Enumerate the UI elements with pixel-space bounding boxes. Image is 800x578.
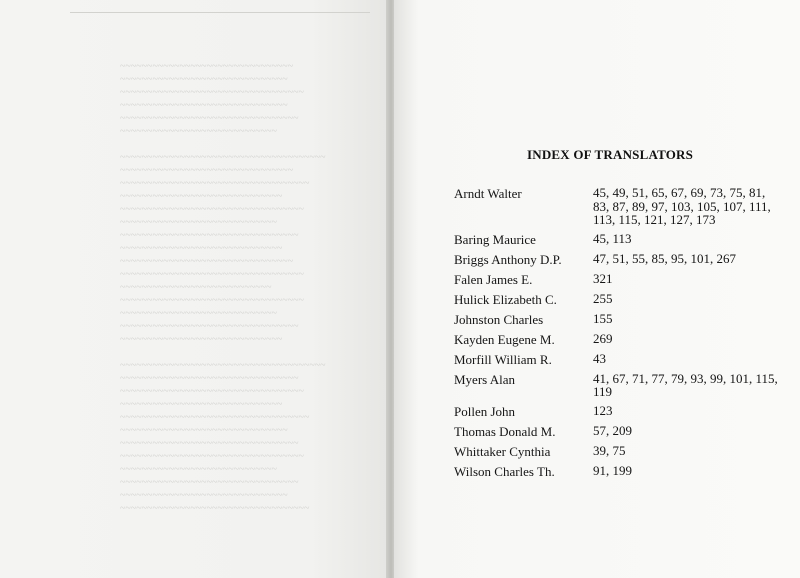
index-entry [454,252,784,267]
bleed-through-text: ~~~~~~~~~~~~~~~~~~~~~~~~~~~~~~~~ ~~~~~~~~~~~~~~~~~~~~~~~~~~~~~~~ ~~~~~~~~~~~~~~~~~~~~~~~~~~~~~~~~~~ ~~~~~~~~~~~~~~~~~~~~~~~~~~~~~~~ ~~~~~~~~~~~~~~~~~~~~~~~~~~~~~~~~~ ~~~~~~~~~~~~~~~~~~~~~~~~~~~~~ ~~~~~~~~~~~~~~~~~~~~~~~~~~~~~~~~~~~~~~ ~~~~~~~~~~~~~~~~~~~~~~~~~~~~~~~~ ~~~~~~~~~~~~~~~~~~~~~~~~~~~~~~~~~~~ ~~~~~~~~~~~~~~~~~~~~~~~~~~~~~~ ~~~~~~~~~~~~~~~~~~~~~~~~~~~~~~~~~~ ~~~~~~~~~~~~~~~~~~~~~~~~~~~~~ ~~~~~~~~~~~~~~~~~~~~~~~~~~~~~~~~~ ~~~~~~~~~~~~~~~~~~~~~~~~~~~~~~ ~~~~~~~~~~~~~~~~~~~~~~~~~~~~~~~~ ~~~~~~~~~~~~~~~~~~~~~~~~~~~~~~~~~~ ~~~~~~~~~~~~~~~~~~~~~~~~~~~~ ~~~~~~~~~~~~~~~~~~~~~~~~~~~~~~~~~~ ~~~~~~~~~~~~~~~~~~~~~~~~~~~~~ ~~~~~~~~~~~~~~~~~~~~~~~~~~~~~~~~~ ~~~~~~~~~~~~~~~~~~~~~~~~~~~~~~ ~~~~~~~~~~~~~~~~~~~~~~~~~~~~~~~~~~~~~~ ~~~~~~~~~~~~~~~~~~~~~~~~~~~~~~~~~ ~~~~~~~~~~~~~~~~~~~~~~~~~~~~~~~~~~ ~~~~~~~~~~~~~~~~~~~~~~~~~~~~~~ ~~~~~~~~~~~~~~~~~~~~~~~~~~~~~~~~~~~ ~~~~~~~~~~~~~~~~~~~~~~~~~~~~~~~ ~~~~~~~~~~~~~~~~~~~~~~~~~~~~~~~~~ ~~~~~~~~~~~~~~~~~~~~~~~~~~~~~~~~~~ ~~~~~~~~~~~~~~~~~~~~~~~~~~~~~ ~~~~~~~~~~~~~~~~~~~~~~~~~~~~~~~~~ ~~~~~~~~~~~~~~~~~~~~~~~~~~~~~~~ ~~~~~~~~~~~~~~~~~~~~~~~~~~~~~~~~~~~ [120,61,326,514]
translator-name: Briggs Anthony D.P. [454,251,562,267]
index-entry [454,404,784,419]
page-references: 155 [593,310,613,326]
page-references: 321 [593,270,613,286]
translator-index [454,186,784,484]
page-references: 123 [593,402,613,418]
page-references: 255 [593,290,613,306]
translator-name: Johnston Charles [454,311,544,327]
translator-name: Falen James E. [454,271,533,287]
translator-name: Myers Alan [454,371,516,387]
translator-name: Pollen John [454,403,516,419]
index-entry [454,312,784,327]
index-entry [454,464,784,479]
translator-name: Whittaker Cynthia [454,443,551,459]
bleed-through-rule [70,12,370,13]
page-references: 39, 75 [593,442,626,458]
index-entry [454,292,784,307]
translator-name: Thomas Donald M. [454,423,556,439]
page-references: 45, 49, 51, 65, 67, 69, 73, 75, 81, 83, 87, 89, 97, 103, 105, 107, 111, 113, 115, 121, 127, 173 [593,185,771,227]
translator-name: Hulick Elizabeth C. [454,291,557,307]
index-entry [454,272,784,287]
page-references: 47, 51, 55, 85, 95, 101, 267 [593,250,736,266]
index-entry [454,372,784,399]
page-references: 91, 199 [593,462,632,478]
left-page [0,0,388,578]
page-references: 41, 67, 71, 77, 79, 93, 99, 101, 115, 119 [593,370,778,399]
translator-name: Wilson Charles Th. [454,463,555,479]
index-entry [454,352,784,367]
page-references: 269 [593,330,613,346]
index-entry [454,444,784,459]
index-entry [454,424,784,439]
index-entry [454,332,784,347]
translator-name: Arndt Walter [454,186,522,201]
page-references: 45, 113 [593,230,632,246]
index-entry [454,186,784,227]
translator-name: Morfill William R. [454,351,552,367]
translator-name: Baring Maurice [454,231,536,247]
page-references: 43 [593,350,606,366]
translator-name: Kayden Eugene M. [454,331,555,347]
index-entry [454,232,784,247]
page-references: 57, 209 [593,422,632,438]
index-title: INDEX OF TRANSLATORS [527,147,694,162]
